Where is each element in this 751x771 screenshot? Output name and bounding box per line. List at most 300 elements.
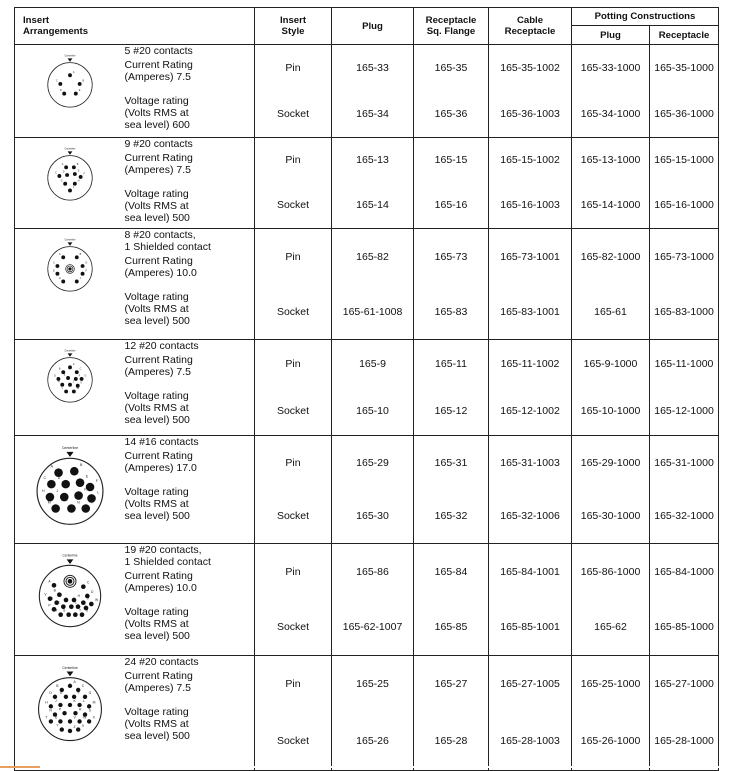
contact-pin <box>64 390 68 394</box>
contact-letter: Z <box>73 725 76 730</box>
contact-pin <box>47 480 56 489</box>
contact-pin <box>80 264 84 268</box>
part-number-cable-receptacle: 165-36-1003 <box>489 91 572 138</box>
contact-pin <box>60 383 64 387</box>
contact-letter: L <box>61 387 63 391</box>
part-number-receptacle-sq-flange: 165-12 <box>414 388 489 436</box>
part-number-plug: 165-86 <box>332 544 414 600</box>
insert-description-cell <box>125 229 255 340</box>
centerline-marker <box>66 452 73 457</box>
insert-style-cell: Socket <box>255 490 332 544</box>
insert-style-cell: Pin <box>255 544 332 600</box>
contact-letter: R <box>54 608 58 613</box>
table-row-pin <box>15 656 719 713</box>
centerline-caption: Centerline <box>62 553 78 558</box>
voltage-rating-text: Voltage rating (Volts RMS at sea level) 500 <box>124 606 190 642</box>
contact-letter: E <box>77 169 80 173</box>
part-number-receptacle-sq-flange: 165-84 <box>414 544 489 600</box>
insert-style-cell: Socket <box>255 285 332 340</box>
contact-letter: H <box>58 277 61 281</box>
shielded-contact <box>68 579 72 583</box>
insert-arrangement-diagram <box>26 664 114 746</box>
contact-letter: L <box>74 600 77 605</box>
contact-pin <box>62 92 66 96</box>
contact-pin <box>58 719 62 723</box>
contact-pin <box>87 704 91 708</box>
contact-letter: D <box>90 590 94 594</box>
contact-letter: B <box>79 463 83 468</box>
insert-style-cell: Socket <box>255 183 332 229</box>
centerline-marker <box>66 559 73 564</box>
contact-pin <box>75 280 79 284</box>
contact-pin <box>54 171 61 178</box>
part-number-plug: 165-82 <box>332 229 414 285</box>
insert-arrangement-diagram <box>38 237 102 295</box>
contact-letter: V <box>73 715 76 720</box>
insert-style-cell: Socket <box>255 388 332 436</box>
contact-pin <box>62 711 66 715</box>
contact-pin <box>78 175 82 179</box>
part-number-receptacle-sq-flange: 165-27 <box>414 656 489 713</box>
contact-pin <box>59 727 63 731</box>
contact-letter: D <box>49 690 52 695</box>
contact-letter: M <box>47 500 51 505</box>
centerline-marker <box>67 58 72 61</box>
contact-letter: C <box>54 171 57 175</box>
centerline-marker <box>67 353 72 356</box>
header-insert-arrangements: Insert Arrangements <box>15 8 255 45</box>
insert-diagram-cell <box>15 656 125 771</box>
contact-pin <box>68 383 72 387</box>
contact-pin <box>81 504 90 513</box>
contact-letter: J <box>54 699 57 704</box>
table-row-pin <box>15 544 719 600</box>
contact-letter: E <box>78 89 81 93</box>
contact-letter: U <box>54 715 58 720</box>
contact-letter: A <box>50 464 53 469</box>
part-number-receptacle-sq-flange: 165-36 <box>414 91 489 138</box>
part-number-plug: 165-9 <box>332 340 414 388</box>
contact-letter: J <box>56 489 58 494</box>
part-number-receptacle-sq-flange: 165-11 <box>414 340 489 388</box>
part-number-potting-receptacle: 165-31-1000 <box>650 436 719 490</box>
contact-pin <box>58 703 62 707</box>
current-rating-text: Current Rating (Amperes) 7.5 <box>124 152 193 176</box>
header-cable-receptacle: Cable Receptacle <box>489 8 572 45</box>
contact-letter: M <box>76 387 79 391</box>
current-rating-text: Current Rating (Amperes) 10.0 <box>124 570 197 594</box>
part-number-receptacle-sq-flange: 165-83 <box>414 285 489 340</box>
contact-count-text: 8 #20 contacts, <box>124 229 196 241</box>
part-number-cable-receptacle: 165-11-1002 <box>489 340 572 388</box>
contact-pin <box>53 695 57 699</box>
contact-letter: F <box>78 374 80 378</box>
contact-pin <box>62 170 69 177</box>
header-plug: Plug <box>332 8 414 45</box>
contact-letter: B <box>76 162 79 166</box>
contact-pin <box>89 602 94 607</box>
contact-letter: A <box>72 70 75 74</box>
table-row-pin <box>15 340 719 388</box>
voltage-rating-text: Voltage rating (Volts RMS at sea level) 500 <box>124 390 190 426</box>
part-number-potting-receptacle: 165-28-1000 <box>650 713 719 771</box>
contact-letter: F <box>83 172 85 176</box>
centerline-caption: Centerline <box>64 54 76 58</box>
insert-style-cell: Socket <box>255 713 332 771</box>
part-number-potting-receptacle: 165-12-1000 <box>650 388 719 436</box>
insert-style-cell: Pin <box>255 340 332 388</box>
contact-letter: C <box>52 261 55 265</box>
part-number-receptacle-sq-flange: 165-32 <box>414 490 489 544</box>
contact-pin <box>75 478 84 487</box>
contact-pin <box>68 189 72 193</box>
contact-letter: W <box>94 598 98 602</box>
contact-letter: M <box>81 600 85 605</box>
part-number-potting-plug: 165-10-1000 <box>572 388 650 436</box>
part-number-cable-receptacle: 165-84-1001 <box>489 544 572 600</box>
contact-letter: T <box>45 715 48 720</box>
contact-letter: S <box>88 708 91 713</box>
contact-letter: A <box>48 579 51 584</box>
part-number-plug: 165-33 <box>332 45 414 91</box>
contact-pin <box>77 703 81 707</box>
current-rating-text: Current Rating (Amperes) 7.5 <box>124 670 193 694</box>
contact-pin <box>51 583 56 588</box>
contact-letter: D <box>62 170 65 174</box>
part-number-receptacle-sq-flange: 165-85 <box>414 600 489 656</box>
current-rating-text: Current Rating (Amperes) 10.0 <box>124 255 197 279</box>
insert-diagram-cell <box>15 138 125 229</box>
contact-letter: N <box>76 500 80 505</box>
contact-letter: Y <box>55 723 59 728</box>
contact-letter: B <box>58 367 61 371</box>
contact-letter: D <box>85 261 87 265</box>
current-rating-text: Current Rating (Amperes) 7.5 <box>124 354 193 378</box>
part-number-receptacle-sq-flange: 165-35 <box>414 45 489 91</box>
contact-pin <box>61 480 70 489</box>
contact-pin <box>55 79 62 86</box>
contact-letter: U <box>85 608 88 613</box>
contact-pin <box>77 82 81 86</box>
contact-pin <box>74 92 78 96</box>
insert-face-outline <box>48 156 92 200</box>
centerline-marker <box>67 151 72 154</box>
contact-letter: C <box>43 476 46 481</box>
contact-pin <box>63 598 68 603</box>
part-number-plug: 165-30 <box>332 490 414 544</box>
contact-pin <box>52 261 59 268</box>
contact-letter: J <box>86 596 89 601</box>
table-row-pin <box>15 45 719 91</box>
part-number-potting-plug: 165-26-1000 <box>572 713 650 771</box>
current-rating-text: Current Rating (Amperes) 7.5 <box>124 59 193 83</box>
contact-pin <box>61 162 68 169</box>
insert-description-cell <box>125 544 255 656</box>
contact-letter: H <box>77 594 80 598</box>
contact-pin <box>48 719 52 723</box>
part-number-plug: 165-14 <box>332 183 414 229</box>
insert-diagram-cell <box>15 340 125 436</box>
contact-pin <box>87 719 91 723</box>
centerline-caption: Centerline <box>61 665 78 670</box>
contact-letter: X <box>92 715 95 720</box>
contact-pin <box>60 493 69 502</box>
contact-pin <box>70 467 79 476</box>
contact-letter: F <box>95 478 98 483</box>
contact-letter: A <box>61 162 64 166</box>
insert-style-cell: Pin <box>255 45 332 91</box>
part-number-plug: 165-13 <box>332 138 414 183</box>
part-number-potting-plug: 165-82-1000 <box>572 229 650 285</box>
contact-pin <box>68 73 72 77</box>
voltage-rating-text: Voltage rating (Volts RMS at sea level) 600 <box>124 95 190 131</box>
table-row-pin <box>15 436 719 490</box>
contact-pin <box>74 491 83 500</box>
contact-letter: E <box>60 690 63 695</box>
contact-pin <box>68 365 72 369</box>
insert-style-cell: Socket <box>255 91 332 138</box>
part-number-cable-receptacle: 165-32-1006 <box>489 490 572 544</box>
contact-letter: S <box>62 608 65 613</box>
insert-description-cell <box>125 340 255 436</box>
part-number-potting-receptacle: 165-83-1000 <box>650 285 719 340</box>
contact-pin <box>78 374 83 381</box>
contact-letter: P <box>48 603 51 608</box>
part-number-potting-plug: 165-86-1000 <box>572 544 650 600</box>
contact-letter: W <box>82 715 87 720</box>
part-number-potting-receptacle: 165-11-1000 <box>650 340 719 388</box>
contact-letter: L <box>96 490 99 495</box>
contact-pin <box>48 704 52 708</box>
contact-letter: H <box>77 179 80 183</box>
centerline-caption: Centerline <box>64 349 76 353</box>
contact-pin <box>47 596 52 601</box>
insert-style-cell: Pin <box>255 229 332 285</box>
part-number-plug: 165-29 <box>332 436 414 490</box>
contact-pin <box>67 504 76 513</box>
contact-pin <box>83 695 87 699</box>
part-number-cable-receptacle: 165-15-1002 <box>489 138 572 183</box>
contact-letter: C <box>86 580 90 585</box>
part-number-potting-plug: 165-34-1000 <box>572 91 650 138</box>
contact-letter: V <box>44 592 47 597</box>
contact-letter: F <box>77 690 80 695</box>
contact-letter: F <box>85 269 87 273</box>
part-number-cable-receptacle: 165-83-1001 <box>489 285 572 340</box>
header-potting-receptacle: Receptacle <box>650 26 719 45</box>
centerline-caption: Centerline <box>64 147 76 151</box>
contact-pin <box>80 272 84 276</box>
part-number-plug: 165-34 <box>332 91 414 138</box>
part-number-receptacle-sq-flange: 165-16 <box>414 183 489 229</box>
table-row-pin <box>15 138 719 183</box>
contact-pin <box>73 711 77 715</box>
part-number-potting-receptacle: 165-16-1000 <box>650 183 719 229</box>
contact-count-text: 5 #20 contacts <box>124 45 193 57</box>
insert-diagram-cell <box>15 544 125 656</box>
contact-pin <box>75 367 82 374</box>
insert-diagram-cell <box>15 229 125 340</box>
part-number-receptacle-sq-flange: 165-31 <box>414 436 489 490</box>
contact-letter: P <box>91 500 94 505</box>
contact-count-text: 24 #20 contacts <box>124 656 199 668</box>
shielded-contact-text: 1 Shielded contact <box>124 241 211 253</box>
part-number-potting-receptacle: 165-36-1000 <box>650 91 719 138</box>
part-number-cable-receptacle: 165-12-1002 <box>489 388 572 436</box>
insert-arrangement-diagram <box>24 444 116 530</box>
part-number-potting-receptacle: 165-32-1000 <box>650 490 719 544</box>
table-row-pin <box>15 229 719 285</box>
voltage-rating-text: Voltage rating (Volts RMS at sea level) 500 <box>124 188 190 224</box>
insert-description-cell <box>125 45 255 138</box>
contact-letter: D <box>57 476 61 481</box>
contact-letter: D <box>59 89 62 93</box>
contact-pin <box>69 604 74 609</box>
contact-letter: K <box>80 381 82 385</box>
header-potting-plug: Plug <box>572 26 650 45</box>
part-number-potting-receptacle: 165-73-1000 <box>650 229 719 285</box>
contact-pin <box>72 374 80 384</box>
insert-style-cell: Pin <box>255 436 332 490</box>
header-insert-style: Insert Style <box>255 8 332 45</box>
part-number-receptacle-sq-flange: 165-28 <box>414 713 489 771</box>
part-number-potting-plug: 165-13-1000 <box>572 138 650 183</box>
contact-letter: B <box>53 588 56 593</box>
contact-letter: H <box>57 380 60 384</box>
contact-letter: A <box>73 679 76 684</box>
centerline-caption: Centerline <box>64 238 76 242</box>
contact-letter: B <box>82 79 84 83</box>
part-number-plug: 165-62-1007 <box>332 600 414 656</box>
contact-pin <box>73 169 80 176</box>
part-number-potting-plug: 165-29-1000 <box>572 436 650 490</box>
contact-count-text: 19 #20 contacts, <box>124 544 202 556</box>
current-rating-text: Current Rating (Amperes) 17.0 <box>124 450 197 474</box>
contact-letter: J <box>79 277 81 281</box>
contact-letter: K <box>73 699 76 704</box>
contact-letter: C <box>55 79 58 83</box>
insert-style-cell: Pin <box>255 656 332 713</box>
contact-count-text: 12 #20 contacts <box>124 340 199 352</box>
contact-letter: T <box>78 608 81 613</box>
contact-pin <box>68 719 72 723</box>
contact-pin <box>76 727 80 731</box>
contact-letter: a <box>81 723 84 728</box>
shielded-contact-text: 1 Shielded contact <box>124 556 211 568</box>
part-number-cable-receptacle: 165-85-1001 <box>489 600 572 656</box>
header-receptacle-sq-flange: Receptacle Sq. Flange <box>414 8 489 45</box>
part-number-potting-plug: 165-62 <box>572 600 650 656</box>
part-number-potting-plug: 165-25-1000 <box>572 656 650 713</box>
contact-pin <box>86 483 95 492</box>
part-number-potting-plug: 165-61 <box>572 285 650 340</box>
insert-face-outline <box>39 565 100 626</box>
contact-letter: A <box>58 252 61 256</box>
part-number-potting-receptacle: 165-35-1000 <box>650 45 719 91</box>
contact-pin <box>72 695 76 699</box>
contact-letter: M <box>92 700 96 705</box>
contact-pin <box>58 252 65 259</box>
insert-face-outline <box>48 358 92 402</box>
part-number-cable-receptacle: 165-16-1003 <box>489 183 572 229</box>
insert-style-cell: Socket <box>255 600 332 656</box>
header-potting-constructions: Potting Constructions <box>572 8 719 26</box>
contact-pin <box>79 612 84 617</box>
contact-letter: C <box>79 367 82 371</box>
centerline-marker <box>66 672 73 677</box>
contact-pin <box>58 612 63 617</box>
contact-letter: G <box>84 374 87 378</box>
contact-letter: K <box>57 600 60 605</box>
contact-pin <box>68 703 72 707</box>
contact-pin <box>73 182 77 186</box>
insert-description-cell <box>125 138 255 229</box>
part-number-cable-receptacle: 165-35-1002 <box>489 45 572 91</box>
centerline-caption: Centerline <box>61 446 78 451</box>
contact-pin <box>63 695 67 699</box>
part-number-plug: 165-61-1008 <box>332 285 414 340</box>
voltage-rating-text: Voltage rating (Volts RMS at sea level) 500 <box>124 291 190 327</box>
contact-letter: A <box>72 362 75 366</box>
voltage-rating-text: Voltage rating (Volts RMS at sea level) 500 <box>124 486 190 522</box>
insert-arrangement-diagram <box>38 53 102 111</box>
insert-face-outline <box>48 63 92 107</box>
contact-pin <box>68 729 72 733</box>
contact-letter: E <box>52 269 55 273</box>
insert-arrangement-diagram <box>38 146 102 204</box>
insert-description-cell <box>125 436 255 544</box>
contact-letter: L <box>82 699 85 704</box>
shielded-contact <box>68 267 71 270</box>
part-number-potting-plug: 165-14-1000 <box>572 183 650 229</box>
insert-face-outline <box>37 458 103 524</box>
contact-pin <box>73 612 78 617</box>
part-number-cable-receptacle: 165-31-1003 <box>489 436 572 490</box>
insert-diagram-cell <box>15 436 125 544</box>
contact-letter: C <box>81 684 84 689</box>
contact-pin <box>55 272 59 276</box>
contact-letter: K <box>84 487 87 492</box>
part-number-potting-plug: 165-33-1000 <box>572 45 650 91</box>
part-number-potting-plug: 165-30-1000 <box>572 490 650 544</box>
insert-arrangement-diagram <box>38 348 102 406</box>
part-number-potting-receptacle: 165-15-1000 <box>650 138 719 183</box>
insert-style-cell: Pin <box>255 138 332 183</box>
contact-count-text: 9 #20 contacts <box>124 138 193 150</box>
part-number-plug: 165-25 <box>332 656 414 713</box>
contact-letter: B <box>79 252 82 256</box>
voltage-rating-text: Voltage rating (Volts RMS at sea level) 500 <box>124 706 190 742</box>
contact-pin <box>61 280 65 284</box>
contact-letter: E <box>63 373 66 377</box>
contact-letter: D <box>53 374 56 378</box>
contact-letter: F <box>60 594 63 598</box>
insert-arrangement-diagram <box>27 552 113 632</box>
contact-letter: G <box>88 690 91 695</box>
contact-pin <box>66 376 70 380</box>
contact-letter: E <box>85 474 88 479</box>
part-number-plug: 165-10 <box>332 388 414 436</box>
contact-pin <box>72 390 76 394</box>
part-number-cable-receptacle: 165-28-1003 <box>489 713 572 771</box>
contact-pin <box>66 612 71 617</box>
insert-description-cell <box>125 656 255 771</box>
contact-letter: N <box>49 708 52 713</box>
connector-spec-table <box>14 7 719 771</box>
contact-letter: H <box>41 489 45 494</box>
part-number-cable-receptacle: 165-27-1005 <box>489 656 572 713</box>
contact-count-text: 14 #16 contacts <box>124 436 199 448</box>
